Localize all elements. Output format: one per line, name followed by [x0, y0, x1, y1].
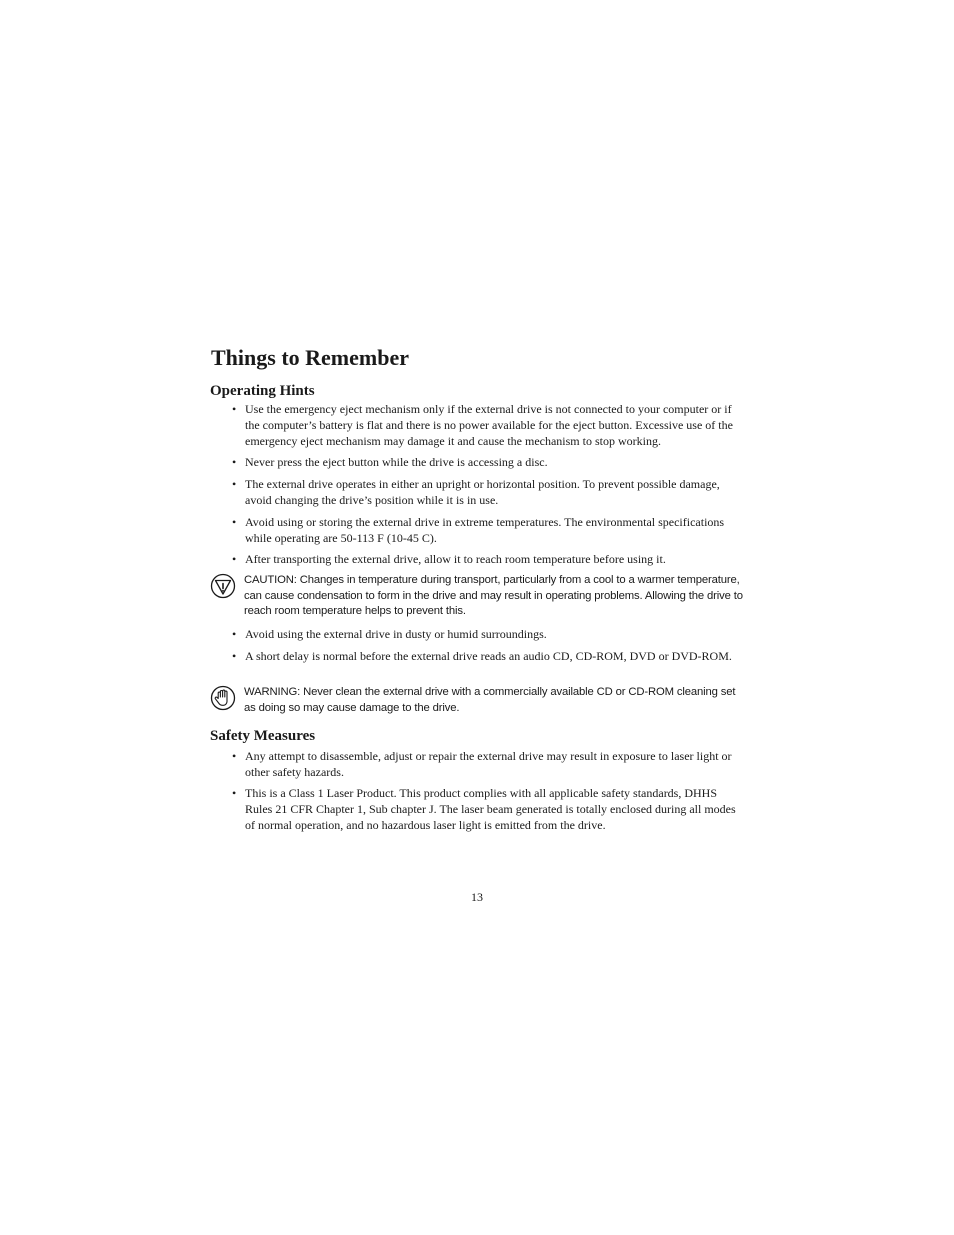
section-heading-safety-measures: Safety Measures [210, 728, 316, 744]
list-item [232, 648, 744, 664]
list-item-text: Avoid using or storing the external drive in extreme temperatures. The environmental specifications while operating are 50-113 F (10-45 C). [245, 515, 725, 545]
list-item-text: Any attempt to disassemble, adjust or repair the external drive may result in exposure to laser light or other safety hazards. [245, 749, 732, 779]
caution-icon [210, 573, 236, 599]
list-item [232, 401, 744, 449]
caution-text: CAUTION: Changes in temperature during transport, particularly from a cool to a warmer temperature, can cause condensation to form in the drive and may result in operating problems. Allowing the drive to reach room temperature helps to prevent this. [244, 574, 743, 617]
bullet-glyph: • [232, 402, 237, 416]
list-item [232, 626, 744, 642]
list-item-text: This is a Class 1 Laser Product. This product complies with all applicable safety standards, DHHS Rules 21 CFR Chapter 1, Sub chapter J. The laser beam generated is totally enclosed during all modes of normal operation, and no hazardous laser light is emitted from the drive. [245, 786, 736, 832]
page-number: 13 [471, 890, 483, 904]
bullet-glyph: • [232, 477, 237, 491]
caution-notice [210, 573, 746, 620]
list-item [232, 551, 744, 567]
bullet-glyph: • [232, 552, 237, 566]
list-item-text: Avoid using the external drive in dusty or humid surroundings. [245, 627, 547, 641]
list-item [232, 454, 744, 470]
bullet-glyph: • [232, 627, 237, 641]
list-item [232, 748, 744, 780]
list-item [232, 514, 744, 546]
list-item-text: The external drive operates in either an upright or horizontal position. To prevent possible damage, avoid changing the drive’s position while it is in use. [245, 477, 720, 507]
page-title: Things to Remember [211, 345, 409, 370]
bullet-glyph: • [232, 786, 237, 800]
list-item-text: After transporting the external drive, allow it to reach room temperature before using it. [245, 552, 666, 566]
section-heading-operating-hints: Operating Hints [210, 383, 315, 399]
warning-notice [210, 685, 746, 716]
bullet-glyph: • [232, 455, 237, 469]
bullet-glyph: • [232, 749, 237, 763]
list-item [232, 785, 744, 833]
list-item-text: A short delay is normal before the external drive reads an audio CD, CD-ROM, DVD or DVD-ROM. [245, 649, 732, 663]
list-item [232, 476, 744, 508]
bullet-glyph: • [232, 515, 237, 529]
list-item-text: Use the emergency eject mechanism only if the external drive is not connected to your computer or if the computer’s battery is flat and there is no power available for the eject button. Excessive use of the emergency eject mechanism may damage it and cause the mechanism to stop working. [245, 402, 733, 448]
list-item-text: Never press the eject button while the drive is accessing a disc. [245, 455, 548, 469]
hand-stop-icon [210, 685, 236, 711]
bullet-glyph: • [232, 649, 237, 663]
warning-text: WARNING: Never clean the external drive with a commercially available CD or CD-ROM cleaning set as doing so may cause damage to the drive. [244, 686, 736, 714]
